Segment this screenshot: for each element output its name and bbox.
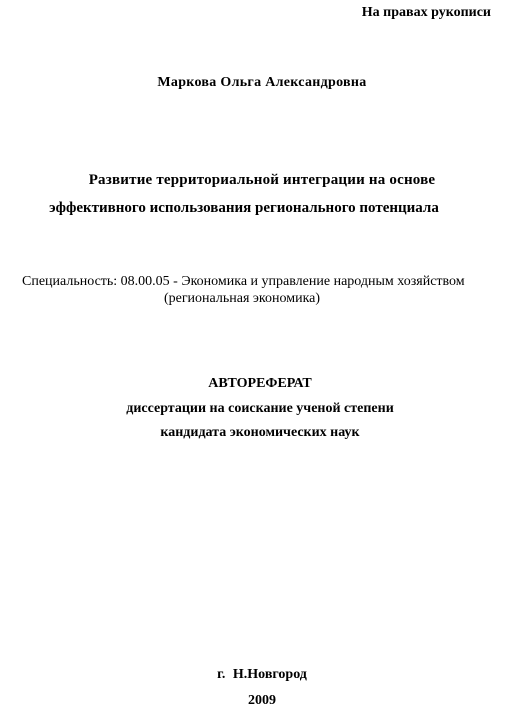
author-name: Маркова Ольга Александровна (157, 75, 367, 90)
abstract-field-line: кандидата экономических наук (160, 425, 360, 440)
year: 2009 (248, 693, 276, 708)
specialty-line-2: (региональная экономика) (163, 291, 321, 306)
abstract-degree-line: диссертации на соискание ученой степени (126, 401, 394, 416)
rights-notice: На правах рукописи (361, 5, 491, 20)
city: г. Н.Новгород (217, 667, 307, 682)
dissertation-title-line-1: Развитие территориальной интеграции на основе (88, 172, 436, 188)
abstract-heading: АВТОРЕФЕРАТ (208, 376, 312, 391)
specialty-line-1: Специальность: 08.00.05 - Экономика и управление народным хозяйством (22, 274, 465, 289)
dissertation-title-line-2: эффективного использования регионального потенциала (49, 200, 439, 216)
